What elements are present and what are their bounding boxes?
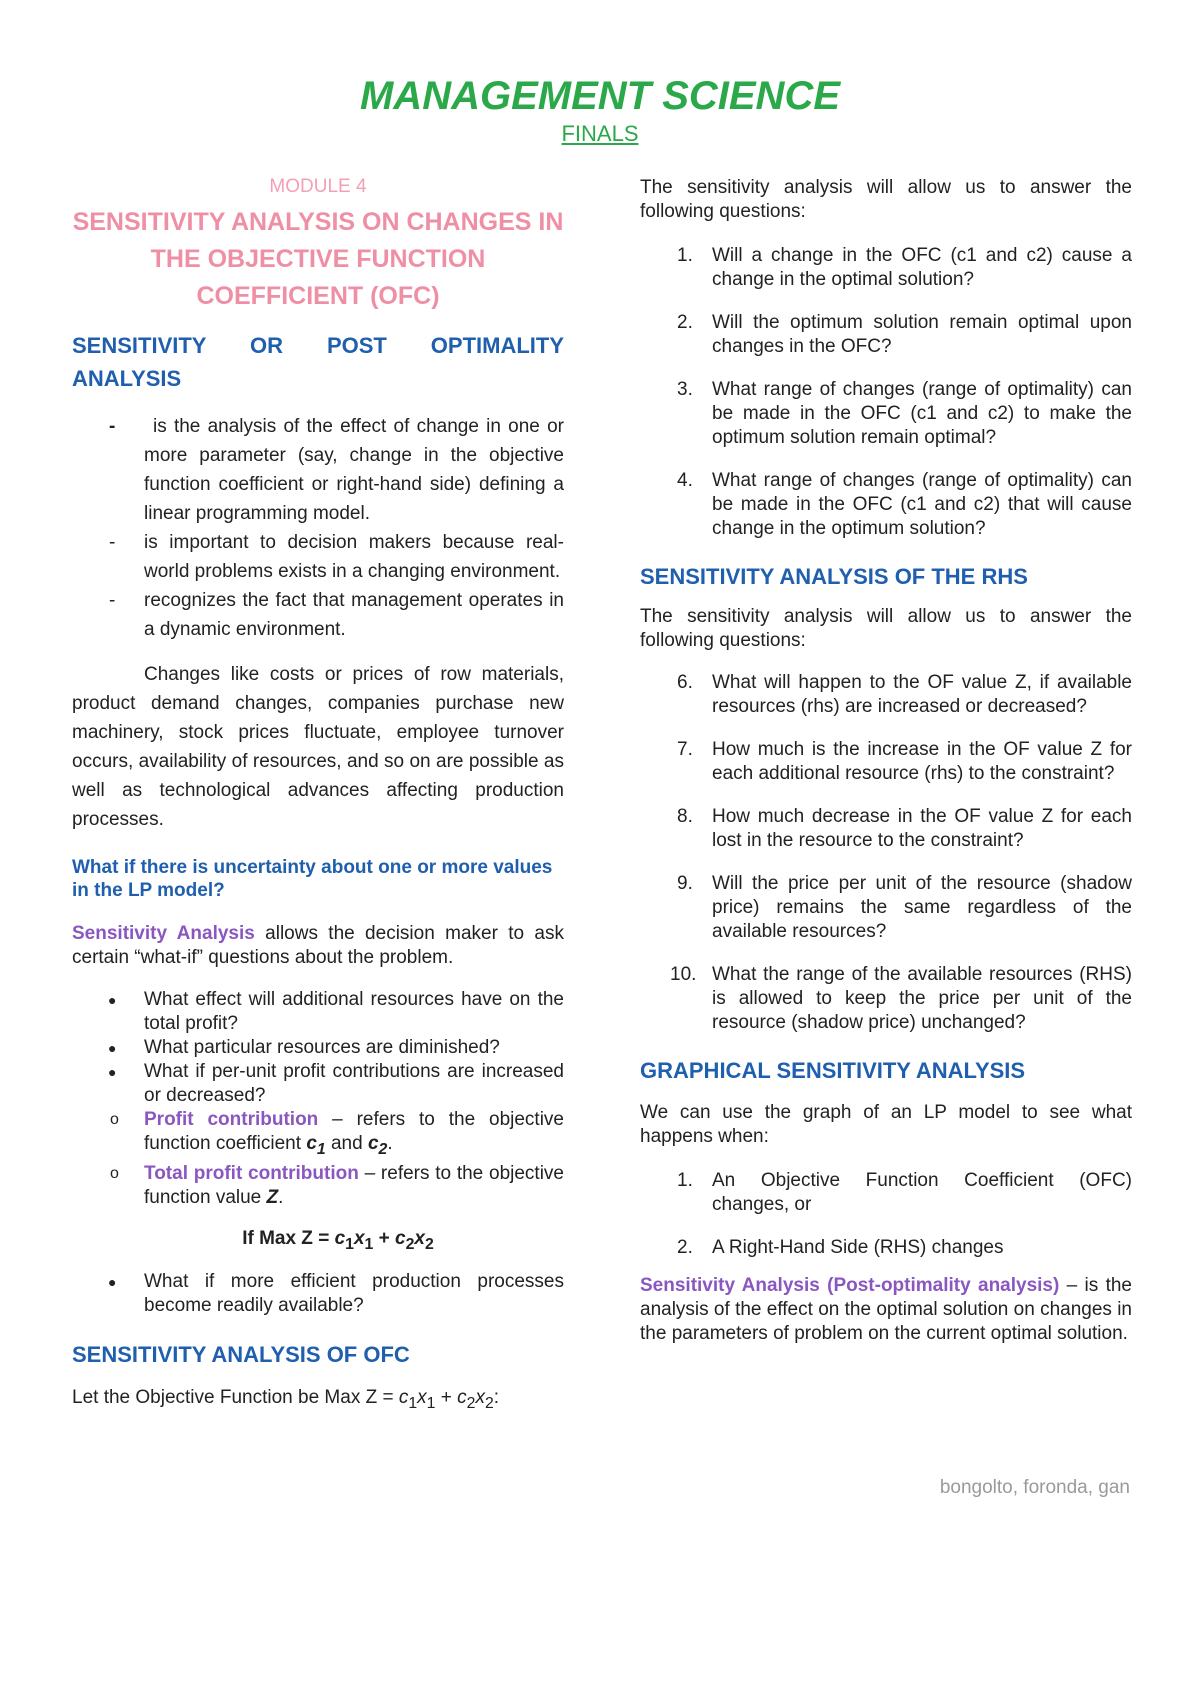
circle-bullet-icon: o — [110, 1164, 119, 1182]
bullet-icon: ● — [108, 1064, 117, 1080]
section-heading-sensitivity-cont: ANALYSIS — [72, 366, 182, 391]
list-item: o Total profit contribution – refers to the objective function value Z. — [110, 1162, 564, 1208]
list-item: 3. What range of changes (range of optimality) can be made in the OFC (c1 and c2) to make the optimum solution remain optimal? — [677, 379, 1132, 448]
graph-intro: We can use the graph of an LP model to see what happens when: — [640, 1102, 1132, 1147]
list-item: 2. A Right-Hand Side (RHS) changes — [677, 1237, 1004, 1258]
changes-paragraph: Changes like costs or prices of row materials, product demand changes, companies purchase new machinery, stock prices fluctuate, employee turnover occurs, availability of resources, and so on are possible as well as technological advances affecting production processes. — [72, 664, 564, 830]
list-item: 7. How much is the increase in the OF value Z for each additional resource (rhs) to the constraint? — [677, 739, 1132, 784]
list-item: 4. What range of changes (range of optimality) can be made in the OFC (c1 and c2) that will cause change in the optimum solution? — [677, 470, 1132, 539]
ofc-paragraph: Let the Objective Function be Max $Z = c_1x_1 + c_2x_2$: — [72, 1386, 500, 1412]
list-item: o Profit contribution – refers to the objective function coefficient $c_1$ and $c_2$. — [110, 1109, 564, 1158]
rhs-questions — [640, 671, 1132, 1035]
ofc-intro: The sensitivity analysis will allow us to answer the following questions: — [640, 177, 1132, 222]
section-heading-rhs: SENSITIVITY ANALYSIS OF THE RHS — [640, 564, 1028, 589]
module-label: MODULE 4 — [269, 176, 367, 197]
module-title: SENSITIVITY ANALYSIS ON CHANGES IN THE OBJECTIVE FUNCTION COEFFICIENT (OFC) — [72, 208, 564, 310]
definition-list — [72, 412, 564, 644]
circle-bullet-icon: o — [110, 1111, 119, 1128]
ofc-questions — [640, 244, 1132, 541]
section-heading-graphical: GRAPHICAL SENSITIVITY ANALYSIS — [640, 1058, 1026, 1083]
list-item: - is important to decision makers because real-world problems exists in a changing environment. — [109, 532, 564, 582]
list-item: 1. An Objective Function Coefficient (OFC) changes, or — [677, 1170, 1132, 1215]
uncertainty-question: What if there is uncertainty about one or more values in the LP model? — [72, 857, 553, 901]
sa-paragraph: Sensitivity Analysis allows the decision maker to ask certain “what-if” questions about the problem. — [72, 923, 564, 968]
what-if-list — [72, 988, 564, 1210]
rhs-intro: The sensitivity analysis will allow us to answer the following questions: — [640, 606, 1132, 651]
bullet-icon: ● — [108, 1273, 117, 1290]
section-heading-sensitivity: SENSITIVITY OR POST OPTIMALITY — [72, 333, 564, 358]
list-item: 8. How much decrease in the OF value Z for each lost in the resource to the constraint? — [677, 806, 1132, 851]
list-item: ● What effect will additional resources have on the total profit? — [108, 989, 564, 1034]
list-item: 6. What will happen to the OF value Z, if available resources (rhs) are increased or decreased? — [677, 672, 1132, 717]
graph-items — [640, 1169, 1132, 1260]
bullet-icon: ● — [108, 992, 117, 1008]
page-title: MANAGEMENT SCIENCE — [359, 74, 841, 118]
list-item: ● What particular resources are diminished? — [108, 1037, 500, 1058]
list-item: ● What if per-unit profit contributions are increased or decreased? — [108, 1061, 564, 1106]
list-item: 9. Will the price per unit of the resource (shadow price) remains the same regardless of the available resources? — [677, 873, 1132, 942]
bullet-icon: ● — [108, 1040, 117, 1056]
page-subtitle: FINALS — [561, 121, 639, 146]
list-item: 2. Will the optimum solution remain optimal upon changes in the OFC? — [677, 312, 1132, 357]
footer-authors: bongolto, foronda, gan — [939, 1477, 1130, 1498]
right-column — [640, 176, 1132, 1346]
list-item: - recognizes the fact that management operates in a dynamic environment. — [109, 590, 564, 640]
left-column — [72, 176, 564, 1417]
list-item: ● What if more efficient production processes become readily available? — [108, 1270, 564, 1316]
post-optimality-paragraph: Sensitivity Analysis (Post-optimality analysis) – is the analysis of the effect on the optimal solution on changes in the parameters of problem on the current optimal solution. — [640, 1275, 1132, 1344]
efficiency-list — [72, 1270, 564, 1318]
objective-formula: If Max $Z = c_1x_1 + c_2x_2$ — [242, 1227, 434, 1253]
sa-term: Sensitivity Analysis — [72, 923, 255, 944]
section-heading-ofc: SENSITIVITY ANALYSIS OF OFC — [72, 1341, 410, 1367]
list-item: 10. What the range of the available resources (RHS) is allowed to keep the price per unit of the resource (shadow price) unchanged? — [670, 964, 1132, 1033]
list-item: - is the analysis of the effect of change in one or more parameter (say, change in the objective function coefficient or right-hand side) defining a linear programming model. — [109, 416, 564, 524]
list-item: 1. Will a change in the OFC (c1 and c2) cause a change in the optimal solution? — [677, 245, 1132, 290]
